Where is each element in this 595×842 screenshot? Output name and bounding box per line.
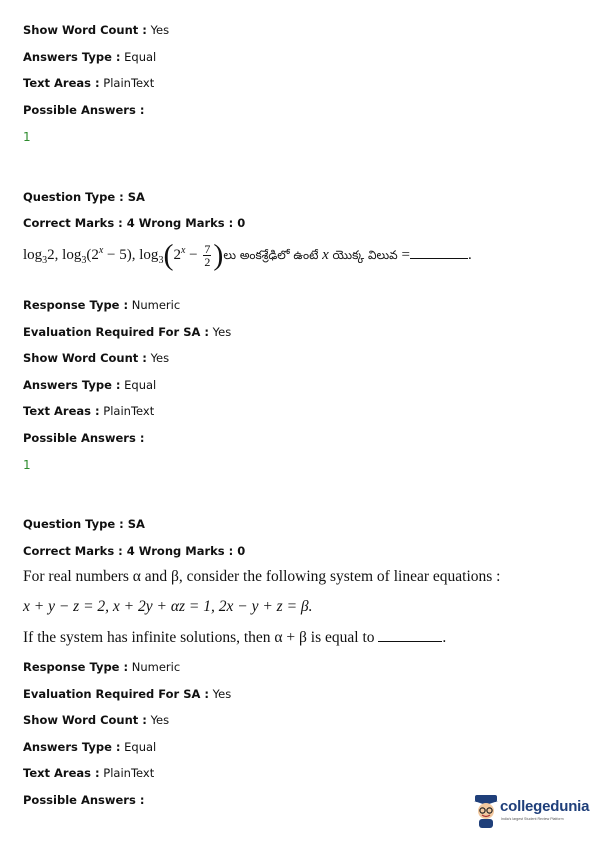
field-value: Yes — [150, 351, 170, 365]
field-label: Possible Answers : — [23, 103, 145, 117]
field-value: Equal — [124, 740, 157, 754]
marks-row: Correct Marks : 4 Wrong Marks : 0 — [23, 216, 246, 230]
term: − — [185, 246, 202, 263]
log-text: log — [139, 246, 159, 263]
fraction — [203, 243, 211, 268]
field-value: Yes — [212, 325, 232, 339]
answers-type-row — [23, 740, 156, 754]
equation-2: x + 2y + αz = 1, — [112, 598, 215, 615]
field-value: PlainText — [103, 404, 155, 418]
question-type: Question Type : SA — [23, 190, 145, 204]
log-text: log — [23, 246, 43, 263]
question-type: Question Type : SA — [23, 517, 145, 531]
left-paren: ( — [163, 238, 174, 272]
field-value: Yes — [212, 687, 232, 701]
field-value: Equal — [124, 378, 157, 392]
evaluation-row — [23, 325, 231, 339]
equation-1: x + y − z = 2, — [23, 598, 110, 615]
field-label: Response Type : — [23, 298, 129, 312]
field-label: Evaluation Required For SA : — [23, 687, 210, 701]
telugu-text: యొక్క విలువ — [332, 247, 398, 262]
superscript: x — [98, 244, 104, 256]
response-type-row — [23, 660, 180, 674]
question-line-3 — [23, 629, 446, 647]
text-areas-row — [23, 404, 154, 418]
field-label: Show Word Count : — [23, 351, 147, 365]
show-word-count-row — [23, 351, 169, 365]
right-paren: ) — [213, 238, 224, 272]
question-text: If the system has infinite solutions, then α + β is equal to — [23, 629, 375, 646]
field-value: PlainText — [103, 76, 155, 90]
answers-type-row — [23, 378, 156, 392]
equation-3: 2x − y + z = β. — [218, 598, 313, 615]
field-label: Possible Answers : — [23, 431, 145, 445]
answer-blank — [410, 258, 468, 259]
field-value: Yes — [150, 23, 170, 37]
term: (2 — [86, 246, 99, 263]
telugu-text: లు అంకశ్రేఢిలో ఉంటే — [223, 247, 319, 262]
field-label: Answers Type : — [23, 378, 121, 392]
field-label: Text Areas : — [23, 404, 100, 418]
subscript: 3 — [42, 254, 48, 266]
answers-type-row — [23, 50, 156, 64]
response-type-row — [23, 298, 180, 312]
superscript: x — [180, 244, 186, 256]
possible-answers-row — [23, 793, 144, 807]
term: 2, — [47, 246, 59, 263]
field-value: Numeric — [131, 298, 181, 312]
brand-tagline: India's largest Student Review Platform — [501, 817, 564, 821]
variable: x — [322, 246, 329, 263]
subscript: 3 — [158, 254, 164, 266]
subscript: 3 — [81, 254, 87, 266]
numerator: 7 — [204, 242, 211, 256]
denominator: 2 — [204, 255, 211, 269]
collegedunia-logo — [472, 795, 592, 831]
period: . — [442, 629, 447, 646]
equations-line — [23, 598, 313, 616]
question-line-1: For real numbers α and β, consider the following system of linear equations : — [23, 568, 501, 585]
question-stem: $\log_32$, $\log_3(2^x - 5)$, $\log_3(2^x$ − $\frac{7}{2}$ )లు అంకశ్రేఢిలో ఉంటే x యొక్క విలువ = . — [23, 238, 472, 272]
text-areas-row — [23, 766, 154, 780]
field-label: Evaluation Required For SA : — [23, 325, 210, 339]
possible-answers-row — [23, 431, 144, 445]
mascot-icon — [472, 795, 500, 829]
term: − 5), — [103, 246, 136, 263]
term: 2 — [173, 246, 181, 263]
field-label: Text Areas : — [23, 76, 100, 90]
marks-row: Correct Marks : 4 Wrong Marks : 0 — [23, 544, 246, 558]
possible-answer-value: 1 — [23, 130, 31, 144]
text-areas-row — [23, 76, 154, 90]
field-value: Equal — [124, 50, 157, 64]
field-label: Show Word Count : — [23, 23, 147, 37]
field-value: PlainText — [103, 766, 155, 780]
field-label: Possible Answers : — [23, 793, 145, 807]
field-label: Text Areas : — [23, 766, 100, 780]
possible-answers-row — [23, 103, 144, 117]
field-label: Show Word Count : — [23, 713, 147, 727]
possible-answer-value: 1 — [23, 458, 31, 472]
show-word-count-row — [23, 713, 169, 727]
evaluation-row — [23, 687, 231, 701]
field-label: Answers Type : — [23, 50, 121, 64]
field-value: Yes — [150, 713, 170, 727]
answer-blank — [378, 641, 442, 642]
equals: = — [401, 246, 410, 263]
field-label: Response Type : — [23, 660, 129, 674]
log-text: log — [62, 246, 82, 263]
brand-name: collegedunia — [500, 798, 590, 815]
show-word-count-row — [23, 23, 169, 37]
field-label: Answers Type : — [23, 740, 121, 754]
field-value: Numeric — [131, 660, 181, 674]
